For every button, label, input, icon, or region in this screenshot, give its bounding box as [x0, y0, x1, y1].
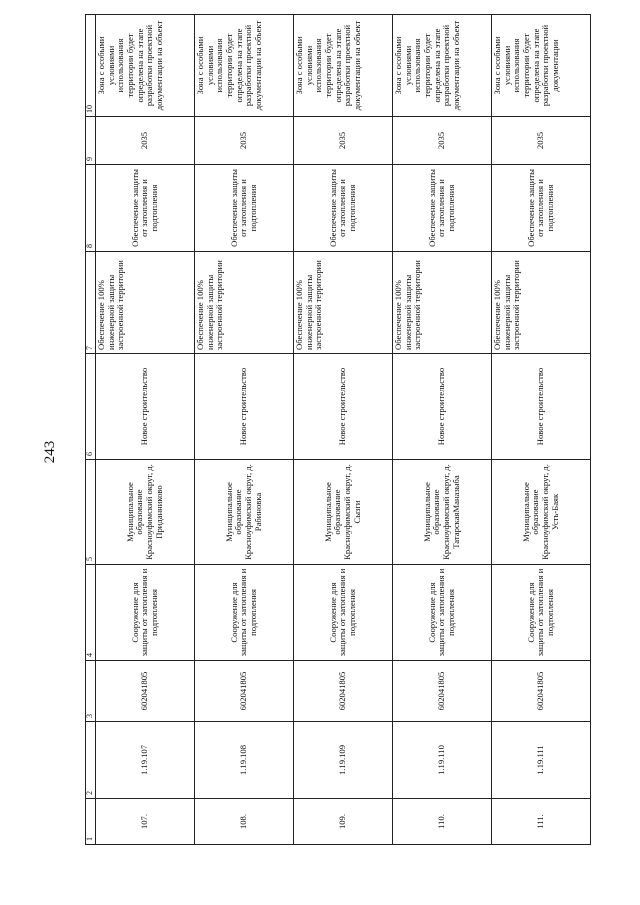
- objects-table-wrapper: [85, 15, 591, 845]
- objects-table: [85, 14, 591, 845]
- object-year: 2035: [393, 117, 492, 165]
- object-location: Муниципальное образование Красноуфимский округ, д. ТатарскаяМаназыба: [393, 460, 492, 565]
- object-zone: Зона с особыми условиями использования территории будет определена на этапе разработки проектной документации на объект: [393, 15, 492, 117]
- object-year: 2035: [96, 117, 195, 165]
- okato-code: 602041805: [96, 661, 195, 722]
- okato-code: 602041805: [492, 661, 591, 722]
- object-characteristics: Обеспечение 100% инженерной защиты застроенной территории: [294, 252, 393, 354]
- object-purpose: Обеспечение защиты от затопления и подтопления: [294, 165, 393, 252]
- row-number: 108.: [195, 799, 294, 845]
- object-characteristics: Обеспечение 100% инженерной защиты застроенной территории: [195, 252, 294, 354]
- table-row: [195, 15, 294, 845]
- object-type: Новое строительство: [294, 354, 393, 460]
- object-purpose: Обеспечение защиты от затопления и подтопления: [393, 165, 492, 252]
- header-cell: 5: [86, 460, 96, 565]
- object-type: Новое строительство: [96, 354, 195, 460]
- object-location: Муниципальное образование Красноуфимский округ, д. Рабиновка: [195, 460, 294, 565]
- object-name: Сооружение для защиты от затопления и подтопления: [195, 565, 294, 661]
- page-number: 243: [42, 440, 58, 464]
- object-name: Сооружение для защиты от затопления и подтопления: [492, 565, 591, 661]
- object-code: 1.19.110: [393, 722, 492, 799]
- header-cell: 9: [86, 117, 96, 165]
- object-code: 1.19.109: [294, 722, 393, 799]
- table-row: [393, 15, 492, 845]
- table-row: [294, 15, 393, 845]
- row-number: 110.: [393, 799, 492, 845]
- header-cell: 2: [86, 722, 96, 799]
- header-cell: 4: [86, 565, 96, 661]
- row-number: 111.: [492, 799, 591, 845]
- row-number: 109.: [294, 799, 393, 845]
- object-name: Сооружение для защиты от затопления и подтопления: [294, 565, 393, 661]
- object-year: 2035: [492, 117, 591, 165]
- row-number: 107.: [96, 799, 195, 845]
- object-characteristics: Обеспечение 100% инженерной защиты застроенной территории: [393, 252, 492, 354]
- table-row: [492, 15, 591, 845]
- okato-code: 602041805: [195, 661, 294, 722]
- okato-code: 602041805: [294, 661, 393, 722]
- header-cell: 8: [86, 165, 96, 252]
- object-zone: Зона с особыми условиями использования территории будет определена на этапе разработки проектной документации на объект: [195, 15, 294, 117]
- object-year: 2035: [294, 117, 393, 165]
- object-zone: Зона с особыми условиями использования территории будет определена на этапе разработки проектной документации на объект: [294, 15, 393, 117]
- object-purpose: Обеспечение защиты от затопления и подтопления: [195, 165, 294, 252]
- object-code: 1.19.111: [492, 722, 591, 799]
- object-name: Сооружение для защиты от затопления и подтопления: [393, 565, 492, 661]
- object-purpose: Обеспечение защиты от затопления и подтопления: [96, 165, 195, 252]
- object-location: Муниципальное образование Красноуфимский округ, д. Приданниково: [96, 460, 195, 565]
- object-type: Новое строительство: [195, 354, 294, 460]
- header-cell: 1: [86, 799, 96, 845]
- okato-code: 602041805: [393, 661, 492, 722]
- object-location: Муниципальное образование Красноуфимский округ, д. Усть-Баяк: [492, 460, 591, 565]
- object-zone: Зона с особыми условиями использования территории будет определена на этапе разработки проектной документации: [492, 15, 591, 117]
- table-row: [96, 15, 195, 845]
- header-cell: 3: [86, 661, 96, 722]
- object-type: Новое строительство: [492, 354, 591, 460]
- object-characteristics: Обеспечение 100% инженерной защиты застроенной территории: [96, 252, 195, 354]
- object-location: Муниципальное образование Красноуфимский округ, д. Сызги: [294, 460, 393, 565]
- object-year: 2035: [195, 117, 294, 165]
- header-cell: 10: [86, 15, 96, 117]
- header-cell: 6: [86, 354, 96, 460]
- object-zone: Зона с особыми условиями использования территории будет определена на этапе разработки проектной документации на объект: [96, 15, 195, 117]
- header-cell: 7: [86, 252, 96, 354]
- object-type: Новое строительство: [393, 354, 492, 460]
- object-name: Сооружение для защиты от затопления и подтопления: [96, 565, 195, 661]
- object-code: 1.19.108: [195, 722, 294, 799]
- object-characteristics: Обеспечение 100% инженерной защиты застроенной территории: [492, 252, 591, 354]
- object-purpose: Обеспечение защиты от затопления и подтопления: [492, 165, 591, 252]
- header-row: [86, 15, 96, 845]
- object-code: 1.19.107: [96, 722, 195, 799]
